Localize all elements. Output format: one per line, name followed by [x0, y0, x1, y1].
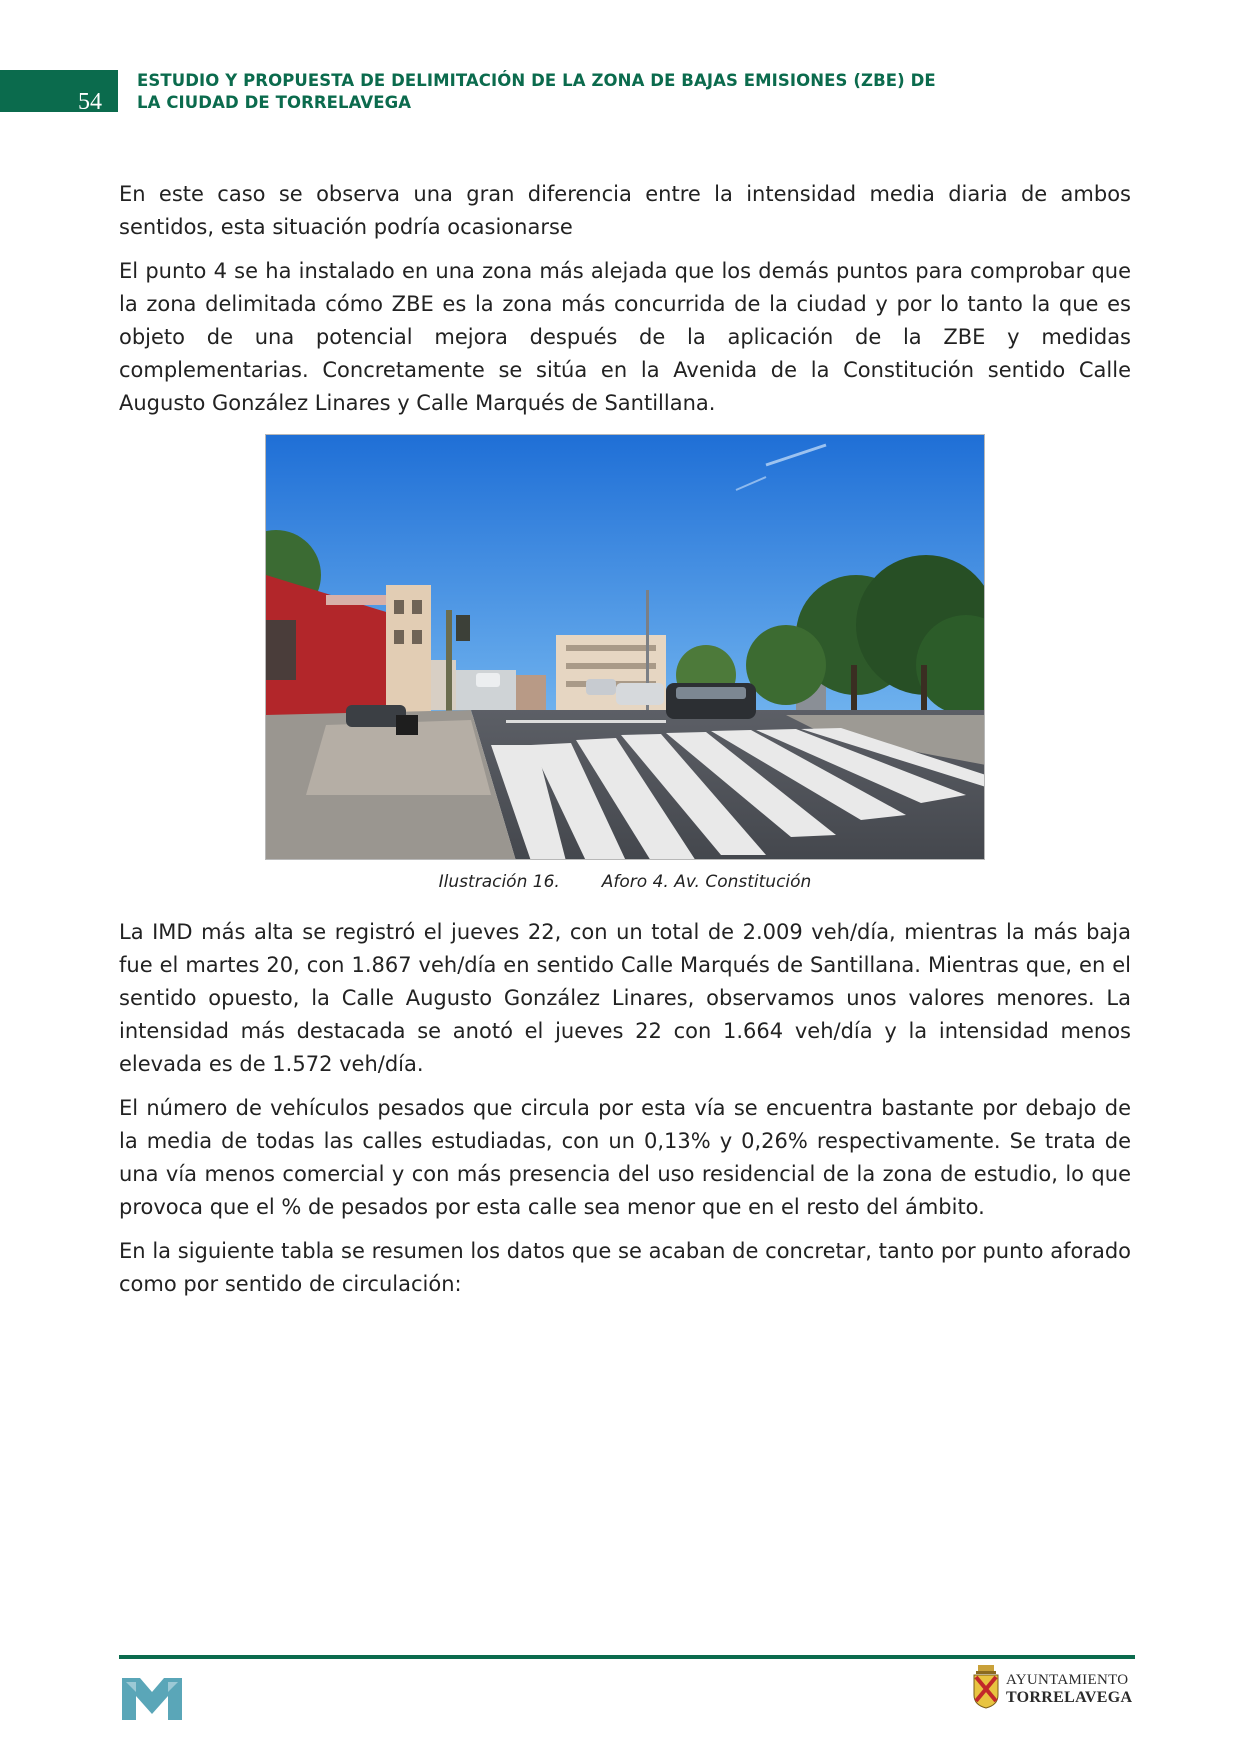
figure-caption [265, 872, 985, 892]
document-header-title: ESTUDIO Y PROPUESTA DE DELIMITACIÓN DE LA ZONA DE BAJAS EMISIONES (ZBE) DE LA CIUDAD DE TORRELAVEGA [137, 71, 936, 112]
town-hall-line2: TORRELAVEGA [1006, 1689, 1133, 1706]
body-text-bottom [119, 916, 1131, 1312]
footer-divider [119, 1655, 1135, 1659]
town-hall-brand [972, 1665, 1132, 1713]
paragraph-4: El número de vehículos pesados que circula por esta vía se encuentra bastante por debajo de la media de todas las calles estudiadas, con un 0,13% y 0,26% respectivamente. Se trata de una vía menos comercial y con más presencia del uso residencial de la zona de estudio, lo que provoca que el % de pesados por esta calle sea menor que en el resto del ámbito. [119, 1096, 1131, 1219]
caption-number: Ilustración 16. [438, 872, 560, 892]
paragraph-5: En la siguiente tabla se resumen los datos que se acaban de concretar, tanto por punto aforado como por sentido de circulación: [119, 1239, 1131, 1296]
town-hall-line1: AYUNTAMIENTO [1006, 1672, 1129, 1688]
coat-of-arms-icon [972, 1665, 1000, 1713]
page-number: 54 [78, 89, 102, 115]
page-number-tab [0, 70, 118, 115]
paragraph-3: La IMD más alta se registró el jueves 22, con un total de 2.009 veh/día, mientras la más baja fue el martes 20, con 1.867 veh/día en sentido Calle Marqués de Santillana. Mientras que, en el sentido opuesto, la Calle Augusto González Linares, observamos unos valores menores. La intensidad más destacada se anotó el jueves 22 con 1.664 veh/día y la intensidad menos elevada es de 1.572 veh/día. [119, 920, 1131, 1076]
company-logo-icon [122, 1678, 182, 1724]
street-photo [265, 434, 985, 860]
body-text-top [119, 178, 1131, 431]
caption-text: Aforo 4. Av. Constitución [601, 872, 812, 892]
paragraph-1: En este caso se observa una gran diferencia entre la intensidad media diaria de ambos sentidos, esta situación podría ocasionarse [119, 182, 1131, 239]
paragraph-2: El punto 4 se ha instalado en una zona más alejada que los demás puntos para comprobar que la zona delimitada cómo ZBE es la zona más concurrida de la ciudad y por lo tanto la que es objeto de una potencial mejora después de la aplicación de la ZBE y medidas complementarias. Concretamente se sitúa en la Avenida de la Constitución sentido Calle Augusto González Linares y Calle Marqués de Santillana. [119, 259, 1131, 415]
